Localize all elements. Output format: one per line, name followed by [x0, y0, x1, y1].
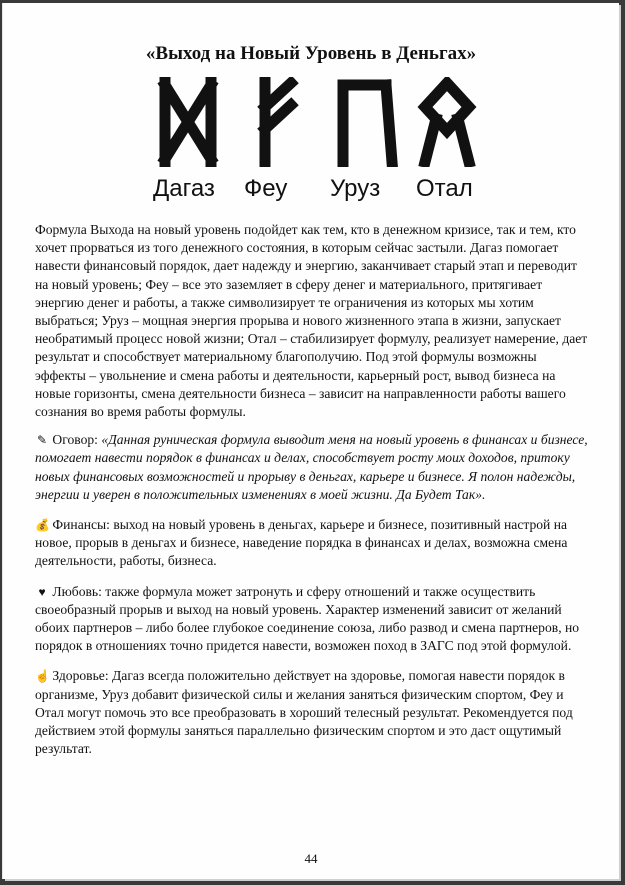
ogovor-text: «Данная руническая формула выводит меня на новый уровень в финансах и бизнесе, помогает навести порядок в финансах и делах, способствует росту моих доходов, притоку новых финансовых возможностей и прорыву в деньгах, карьере и бизнесе. Я полон надежды, энергии и уверен в положительных изменениях в моей жизни. Да Будет Так».: [35, 432, 588, 502]
love-label: Любовь: [52, 583, 99, 599]
rune-label-uruz: Уруз: [330, 175, 381, 202]
intro-paragraph: Формула Выхода на новый уровень подойдет как тем, кто в денежном кризисе, так и тем, кто хочет прорваться из того денежного состояния, в которым сейчас застыли. Дагаз помогает навести финансовый порядок, дает надежду и энергию, заканчивает старый этап и переводит на новый уровень; Феу – все это заземляет в сферу денег и материального, притягивает энергию денег и работы, а также символизирует те ограничения из которых мы хотим выбраться; Уруз – мощная энергия прорыва и нового жизненного этапа в жизни, запускает необратимый процесс новой жизни; Отал – стабилизирует формулу, реализует намерение, дает результат и способствует материальному благополучию. Под этой формулы возможны эффекты – увольнение и смена работы и деятельности, карьерный рост, вывод бизнеса на новые горизонты, смена деятельности бизнеса – зависит на направленности работы вашего сознания во время работы формулы.: [35, 222, 588, 420]
rune-label-dagaz: Дагаз: [153, 175, 215, 202]
health-paragraph: [35, 667, 589, 758]
heart-icon: ♥: [38, 584, 46, 599]
money-bag-icon: 💰: [35, 518, 50, 533]
page-number: 44: [304, 851, 318, 866]
rune-label-fehu: Феу: [244, 175, 288, 202]
finance-label: Финансы: [52, 517, 107, 533]
rune-label-othala: Отал: [416, 175, 473, 202]
ogovor-paragraph: [35, 431, 589, 504]
othala-rune-icon: [425, 83, 469, 162]
love-paragraph: [35, 583, 589, 656]
uruz-rune-icon: [343, 85, 392, 162]
fehu-rune-icon: [265, 82, 291, 162]
page-title: «Выход на Новый Уровень в Деньгах»: [145, 43, 477, 64]
finance-paragraph: [35, 516, 589, 571]
hand-icon: ☝: [35, 669, 50, 684]
health-label: Здоровье: [52, 668, 105, 684]
document-page: [3, 3, 619, 879]
rune-formula: [3, 77, 619, 167]
ogovor-label: Оговор:: [52, 432, 102, 448]
love-text: : также формула может затронуть и сферу отношений и также осуществить своеобразный прорыв и выход на новый уровень. Характер изменений зависит от желаний обоих партнеров – либо более глубокое соединение союза, либо развод и смена партнеров, но порядок в отношениях точно придется навести, возможен поход в ЗАГС под этой формулой.: [35, 583, 580, 654]
pencil-icon: ✎: [36, 433, 48, 448]
finance-text: : выход на новый уровень в деньгах, карьере и бизнесе, позитивный настрой на новое, прорыв в деньгах и бизнесе, наведение порядка в финансах и делах, возможна смена деятельности, работы, бизнеса.: [35, 517, 568, 569]
health-text: : Дагаз всегда положительно действует на здоровье, помогая навести порядок в организме, Уруз добавит физической силы и желания заняться физическим спортом, Феу и Отал могут помочь это все преобразовать в хороший телесный результат. Рекомендуется под действием этой формулы заняться параллельно физическим спортом и это даст ощутимый результат.: [35, 668, 573, 757]
body-text: [35, 221, 589, 770]
dagaz-rune-icon: [165, 82, 211, 162]
